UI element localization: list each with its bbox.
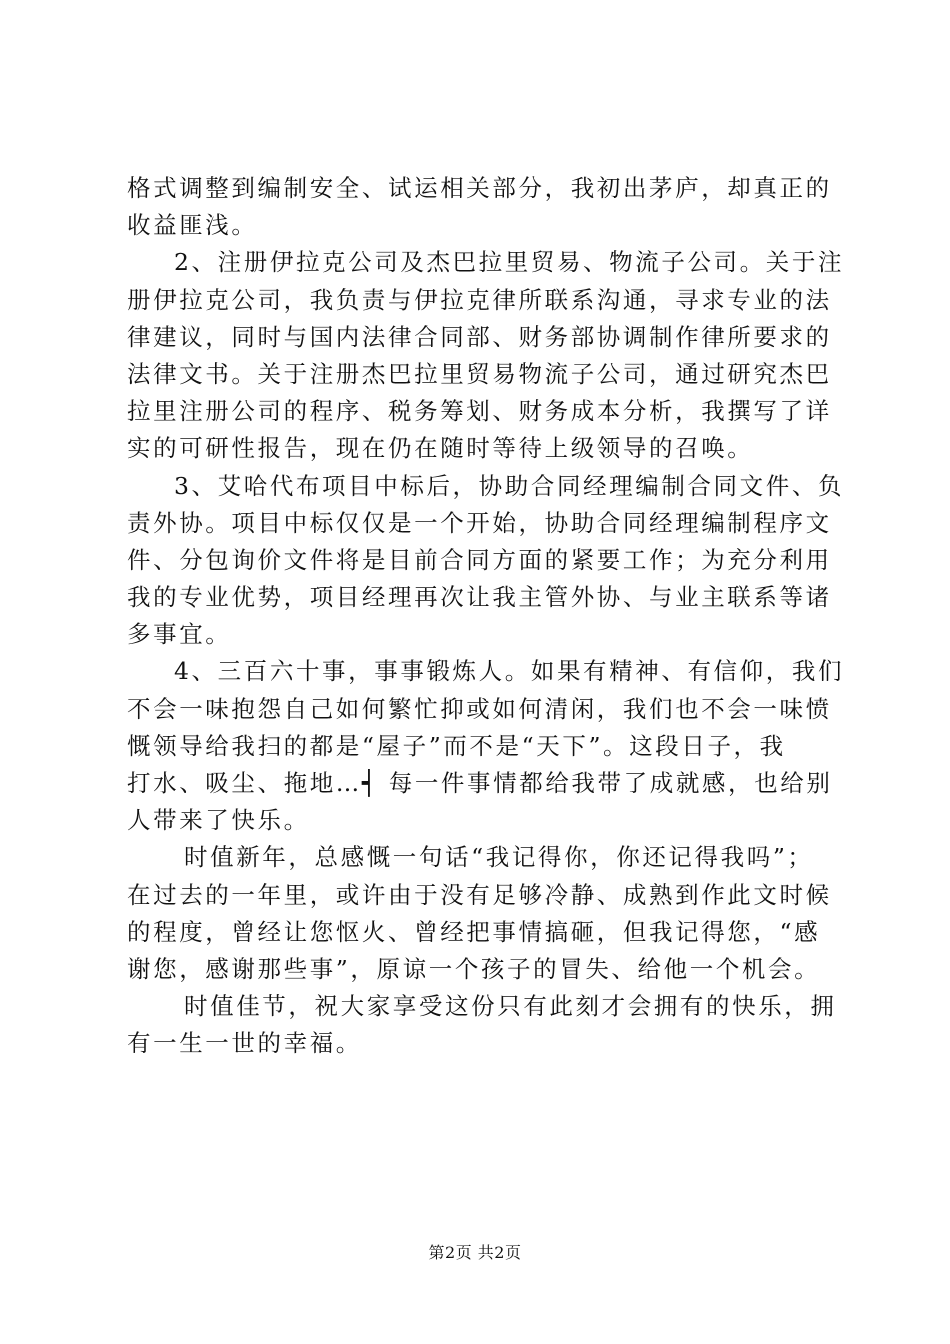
text-line: 慨领导给我扫的都是“屋子”而不是“天下”。这段日子，我: [127, 731, 786, 760]
text-line: 拉里注册公司的程序、税务筹划、财务成本分析，我撰写了详: [127, 397, 832, 426]
text-line: 法律文书。关于注册杰巴拉里贸易物流子公司，通过研究杰巴: [127, 359, 832, 388]
text-line: 有一生一世的幸福。: [127, 1029, 362, 1058]
page-number-footer: 第2页 共2页: [428, 1243, 522, 1262]
paragraph-start-line: 时值新年，总感慨一句话“我记得你，你还记得我吗”；: [184, 843, 814, 872]
text-line: 的程度，曾经让您怄火、曾经把事情搞砸，但我记得您，“感: [127, 917, 821, 946]
text-line: 谢您，感谢那些事”，原谅一个孩子的冒失、给他一个机会。: [127, 954, 821, 983]
text-line: 收益匪浅。: [127, 211, 258, 240]
text-line: 格式调整到编制安全、试运相关部分，我初出茅庐，却真正的: [127, 174, 832, 202]
paragraph-start-line: 2、注册伊拉克公司及杰巴拉里贸易、物流子公司。关于注: [174, 248, 845, 277]
text-line: 件、分包询价文件将是目前合同方面的紧要工作；为充分利用: [127, 545, 832, 574]
text-line: 实的可研性报告，现在仍在随时等待上级领导的召唤。: [127, 434, 754, 463]
text-line: 打水、吸尘、拖地…┥ 每一件事情都给我带了成就感，也给别: [127, 769, 833, 797]
text-line: 责外协。项目中标仅仅是一个开始，协助合同经理编制程序文: [127, 508, 832, 537]
text-line: 不会一味抱怨自己如何繁忙抑或如何清闲，我们也不会一味愤: [127, 694, 832, 723]
body-text: [127, 170, 845, 1063]
text-line: 册伊拉克公司，我负责与伊拉克律所联系沟通，寻求专业的法: [127, 285, 832, 314]
paragraph-start-line: 3、艾哈代布项目中标后，协助合同经理编制合同文件、负: [174, 471, 845, 500]
text-line: 律建议，同时与国内法律合同部、财务部协调制作律所要求的: [127, 322, 832, 351]
text-line: 多事宜。: [127, 620, 232, 649]
text-line: 在过去的一年里，或许由于没有足够冷静、成熟到作此文时候: [127, 880, 832, 909]
text-line: 我的专业优势，项目经理再次让我主管外协、与业主联系等诸: [127, 583, 832, 612]
text-line: 人带来了快乐。: [127, 806, 310, 835]
paragraph-start-line: 时值佳节，祝大家享受这份只有此刻才会拥有的快乐，拥: [184, 992, 837, 1021]
paragraph-start-line: 4、三百六十事，事事锻炼人。如果有精神、有信仰，我们: [174, 657, 845, 686]
